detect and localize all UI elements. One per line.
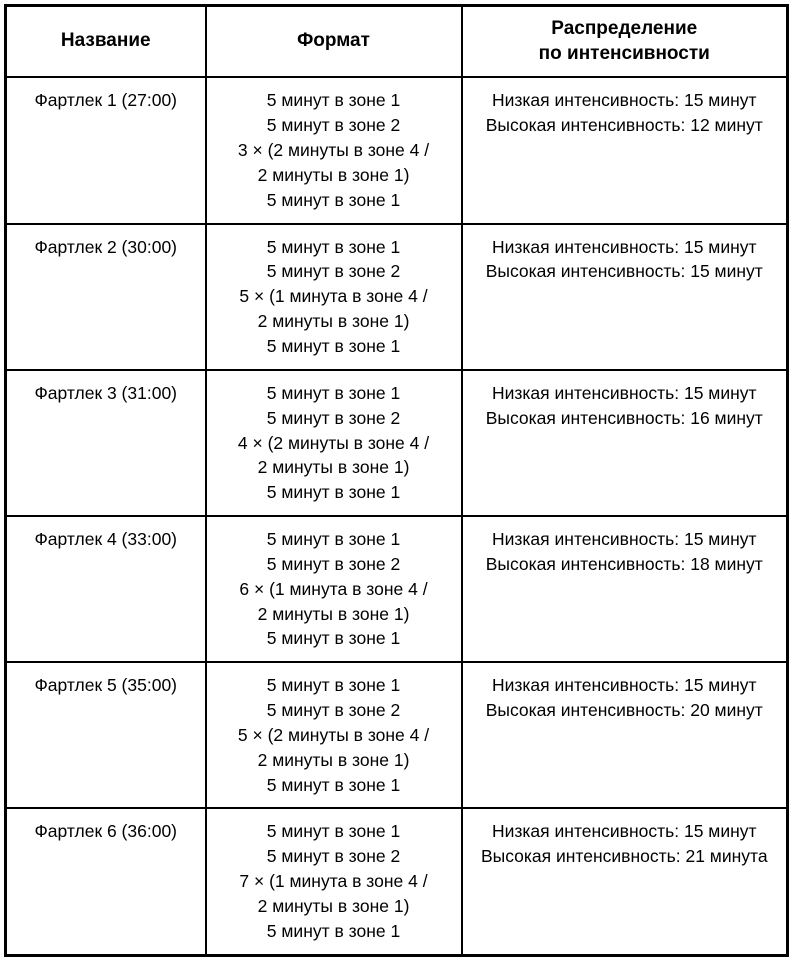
header-row [6, 6, 788, 78]
distribution-cell-line: Высокая интенсивность: 18 минут [485, 553, 763, 574]
table-row [6, 224, 788, 370]
format-cell-line: 5 минут в зоне 2 [266, 261, 401, 282]
format-cell [206, 77, 462, 223]
distribution-cell [462, 224, 788, 370]
workout-name-cell [6, 808, 206, 955]
format-cell-line: 5 минут в зоне 1 [266, 189, 401, 210]
format-cell-line: 6 × (1 минута в зоне 4 / [239, 578, 428, 599]
format-cell-line: 5 × (2 минуты в зоне 4 / [237, 724, 430, 745]
distribution-cell [462, 662, 788, 808]
format-cell-line: 5 минут в зоне 1 [266, 236, 401, 257]
format-cell-line: 2 минуты в зоне 1) [257, 603, 410, 624]
workout-name-cell [6, 224, 206, 370]
table-row [6, 77, 788, 223]
format-cell [206, 662, 462, 808]
distribution-cell [462, 370, 788, 516]
header-distribution [462, 6, 788, 78]
format-cell-line: 2 минуты в зоне 1) [257, 164, 410, 185]
distribution-cell-line: Низкая интенсивность: 15 минут [491, 675, 757, 696]
distribution-cell-line: Высокая интенсивность: 12 минут [485, 115, 763, 136]
workout-name-cell [6, 370, 206, 516]
format-cell [206, 224, 462, 370]
format-cell-line: 2 минуты в зоне 1) [257, 749, 410, 770]
header-format: Формат [206, 6, 462, 78]
format-cell-line: 5 минут в зоне 2 [266, 407, 401, 428]
distribution-cell-line: Высокая интенсивность: 16 минут [485, 407, 763, 428]
format-cell-line: 5 минут в зоне 1 [266, 529, 401, 550]
workout-name-cell [6, 662, 206, 808]
format-cell-line: 2 минуты в зоне 1) [257, 311, 410, 332]
format-cell-line: 2 минуты в зоне 1) [257, 896, 410, 916]
workout-name-cell [6, 516, 206, 662]
distribution-cell [462, 516, 788, 662]
format-cell-line: 5 минут в зоне 1 [266, 482, 401, 503]
format-cell-line: 4 × (2 минуты в зоне 4 / [237, 432, 430, 453]
format-cell-line: 7 × (1 минута в зоне 4 / [239, 871, 428, 892]
table-row [6, 516, 788, 662]
format-cell-line: 5 минут в зоне 1 [266, 920, 401, 941]
table-row [6, 662, 788, 808]
format-cell-line: 5 минут в зоне 2 [266, 115, 401, 136]
format-cell-line: 5 минут в зоне 1 [266, 335, 401, 356]
table-body [6, 77, 788, 955]
format-cell-line: 5 минут в зоне 1 [266, 628, 401, 649]
format-cell-line: 5 минут в зоне 1 [266, 821, 401, 842]
header-distribution-line-2: по интенсивности [538, 42, 710, 64]
workout-name-cell [6, 77, 206, 223]
distribution-cell-line: Высокая интенсивность: 20 минут [485, 700, 763, 721]
fartlek-table [4, 4, 789, 957]
distribution-cell [462, 77, 788, 223]
format-cell-line: 3 × (2 минуты в зоне 4 / [237, 140, 430, 161]
distribution-cell-line: Высокая интенсивность: 15 минут [485, 261, 763, 282]
distribution-cell-line: Низкая интенсивность: 15 минут [491, 236, 757, 257]
workout-name-cell-line: Фартлек 3 (31:00) [34, 382, 178, 403]
format-cell-line: 5 минут в зоне 1 [266, 382, 401, 403]
workout-name-cell-line: Фартлек 5 (35:00) [34, 675, 178, 696]
workout-name-cell-line: Фартлек 1 (27:00) [34, 90, 178, 111]
format-cell [206, 370, 462, 516]
table-row [6, 370, 788, 516]
format-cell-line: 2 минуты в зоне 1) [257, 457, 410, 478]
workout-name-cell-line: Фартлек 2 (30:00) [34, 236, 178, 257]
format-cell-line: 5 минут в зоне 2 [266, 846, 401, 867]
format-cell [206, 516, 462, 662]
header-distribution-line-1: Распределение [551, 18, 698, 39]
header-name: Название [6, 6, 206, 78]
format-cell-line: 5 минут в зоне 1 [266, 774, 401, 795]
distribution-cell-line: Низкая интенсивность: 15 минут [491, 821, 757, 842]
format-cell-line: 5 × (1 минута в зоне 4 / [239, 286, 428, 307]
table-row [6, 808, 788, 955]
format-cell-line: 5 минут в зоне 1 [266, 675, 401, 696]
format-cell-line: 5 минут в зоне 1 [266, 90, 401, 111]
workout-name-cell-line: Фартлек 4 (33:00) [34, 529, 178, 550]
distribution-cell-line: Низкая интенсивность: 15 минут [491, 529, 757, 550]
distribution-cell-line: Низкая интенсивность: 15 минут [491, 382, 757, 403]
distribution-cell [462, 808, 788, 955]
format-cell [206, 808, 462, 955]
distribution-cell-line: Высокая интенсивность: 21 минута [480, 846, 768, 867]
distribution-cell-line: Низкая интенсивность: 15 минут [491, 90, 757, 111]
format-cell-line: 5 минут в зоне 2 [266, 553, 401, 574]
format-cell-line: 5 минут в зоне 2 [266, 700, 401, 721]
workout-name-cell-line: Фартлек 6 (36:00) [34, 821, 178, 842]
